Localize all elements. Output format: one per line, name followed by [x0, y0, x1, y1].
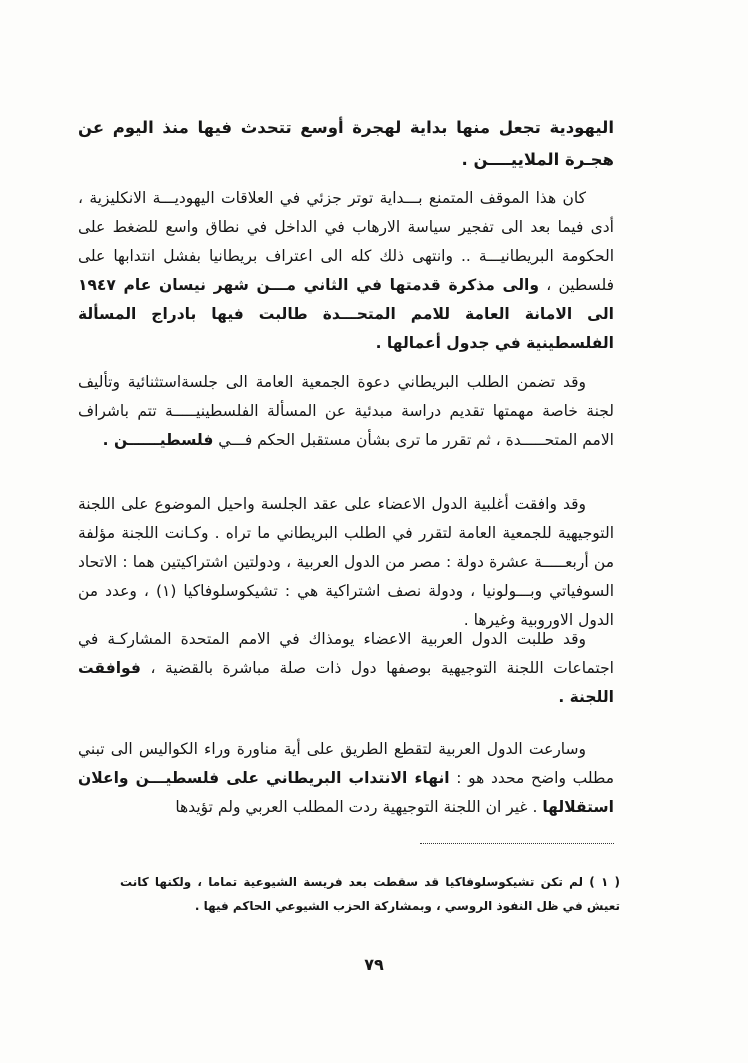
- page-number: ٧٩: [364, 955, 384, 974]
- paragraph-3: [78, 490, 614, 635]
- paragraph-0: [78, 112, 614, 176]
- paragraph-1: [78, 184, 614, 358]
- paragraph-2: [78, 368, 614, 455]
- paragraph-3-text: وقد وافقت أغلبية الدول الاعضاء على عقد الجلسة واحيل الموضوع على اللجنة التوجيهية للجمعية العامة لتقرر في الطلب البريطاني ما تراه . وكـانت اللجنة مؤلفة من أربعـــــة عشرة دولة : مصر من الدول العربية ، ودولتين اشتراكيتين هما : الاتحاد السوفياتي وبـــولونيا ، ودولة نصف اشتراكية هي : تشيكوسلوفاكيا (١) ، وعدد من الدول الاوروبية وغيرها .: [78, 495, 614, 629]
- paragraph-5-bold: انهاء الانتداب البريطاني على فلسطيـــن واعلان استقلالها: [78, 769, 614, 816]
- paragraph-0-bold: اليهودية تجعل منها بداية لهجرة أوسع تتحدث فيها منذ اليوم عن هجـرة الملاييــــن .: [78, 118, 614, 169]
- paragraph-1-text: كان هذا الموقف المتمنع بـــداية توتر جزئي في العلاقات اليهوديـــة الانكليزية ، أدى فيما بعد الى تفجير سياسة الارهاب في الداخل في نطاق واسع للضغط على الحكومة البريطانيـــة .. وانتهى ذلك كله الى اعتراف بريطانيا بفشل انتدابها على فلسطين ،: [78, 189, 614, 294]
- paragraph-5-text-b: . غير ان اللجنة التوجيهية ردت المطلب العربي ولم تؤيدها: [175, 798, 543, 816]
- paragraph-1-bold: والى مذكرة قدمتها في الثاني مـــن شهر نيسان عام ١٩٤٧ الى الامانة العامة للامم المتحـــدة طالبت فيها بادراج المسألة الفلسطينية في جدول أعمالها .: [78, 276, 614, 352]
- paragraph-4-bold: فوافقت اللجنة .: [78, 659, 614, 706]
- paragraph-4-text: وقد طلبت الدول العربية الاعضاء يومذاك في الامم المتحدة المشاركـة في اجتماعات اللجنة التوجيهية بوصفها دول ذات صلة مباشرة بالقضية ،: [78, 630, 614, 677]
- footnote-divider: [420, 843, 614, 844]
- paragraph-5: [78, 735, 614, 822]
- paragraph-4: [78, 625, 614, 712]
- paragraph-5-text-a: وسارعت الدول العربية لتقطع الطريق على أية مناورة وراء الكواليس الى تبني مطلب واضح محدد هو :: [78, 740, 614, 787]
- footnote: ( ١ ) لم تكن تشيكوسلوفاكيا قد سقطت بعد فريسة الشيوعية تماما ، ولكنها كانت تعيش في ظل النفوذ الروسي ، وبمشاركة الحزب الشيوعي الحاكم فيها .: [120, 875, 620, 913]
- paragraph-2-bold: فلسطيــــــن .: [102, 431, 214, 449]
- paragraph-2-text: وقد تضمن الطلب البريطاني دعوة الجمعية العامة الى جلسةاستثنائية وتأليف لجنة خاصة مهمتها تقديم دراسة مبدئية عن المسألة الفلسطينيـــــة تتم باشراف الامم المتحـــــدة ، ثم تقرر ما ترى بشأن مستقبل الحكم فـــي: [78, 373, 614, 449]
